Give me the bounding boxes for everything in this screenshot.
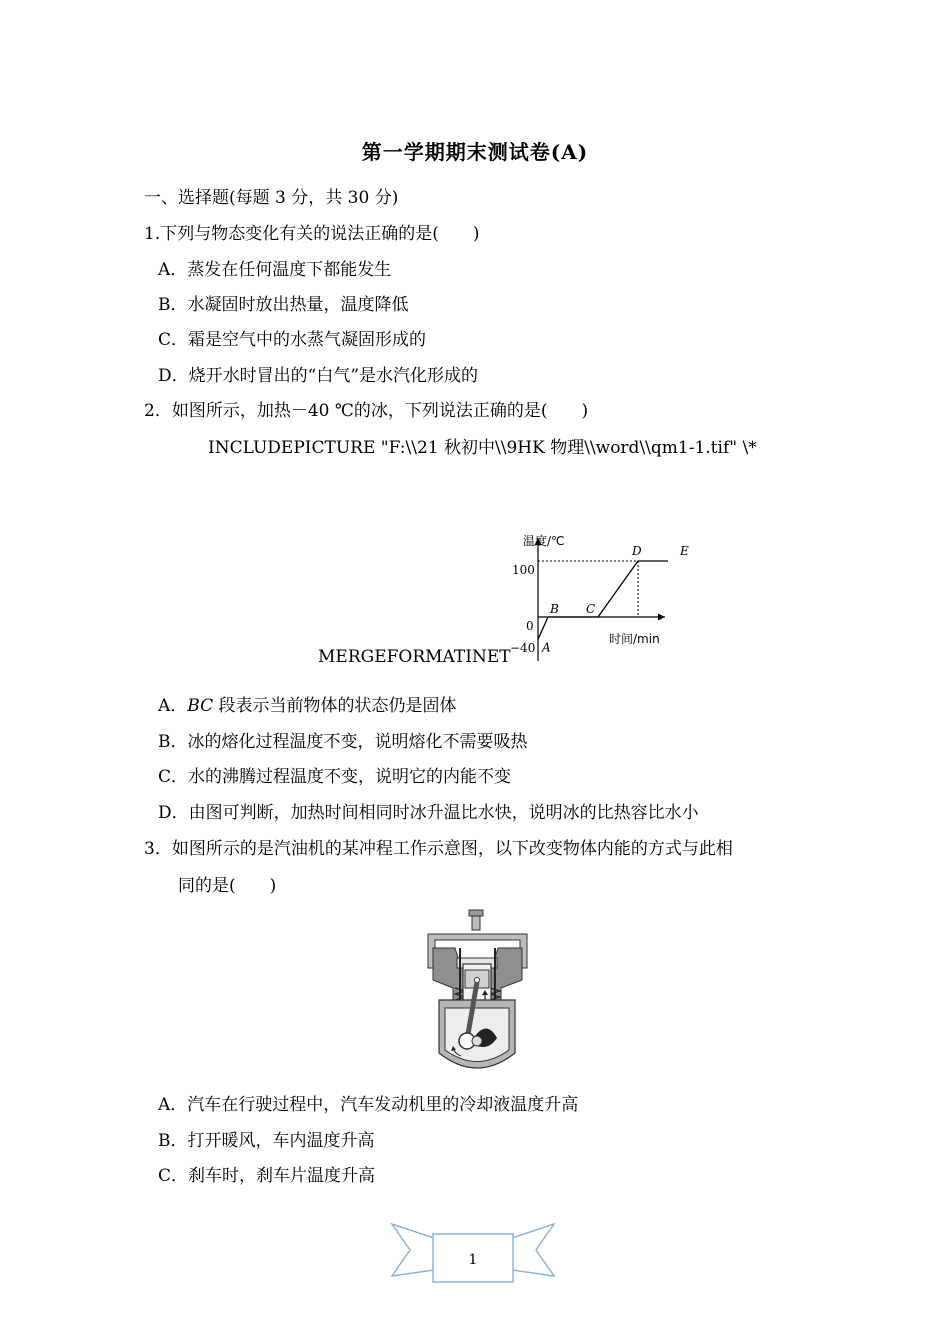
question-1-option-d: D．烧开水时冒出的“白气”是水汽化形成的	[158, 366, 479, 386]
gasoline-engine-diagram	[425, 908, 530, 1076]
question-2-option-a	[158, 694, 457, 718]
question-3-option-c: C．刹车时，刹车片温度升高	[158, 1166, 376, 1186]
question-2-option-b: B．冰的熔化过程温度不变，说明熔化不需要吸热	[158, 732, 528, 752]
question-3-stem-line1: 3．如图所示的是汽油机的某冲程工作示意图，以下改变物体内能的方式与此相	[144, 839, 733, 859]
chart-svg	[505, 528, 689, 668]
option-a-prefix: A．	[158, 696, 188, 716]
question-2-option-c: C．水的沸腾过程温度不变，说明它的内能不变	[158, 767, 512, 787]
engine-svg	[425, 908, 530, 1076]
chart-point-label-e: E	[680, 544, 689, 558]
option-a-rest: 段表示当前物体的状态仍是固体	[213, 696, 457, 716]
chart-ytick-minus40: −40	[510, 641, 536, 655]
section-heading: 一、选择题(每题 3 分，共 30 分)	[144, 188, 399, 208]
temperature-time-chart	[505, 528, 689, 668]
page-number: 1	[468, 1252, 478, 1268]
chart-ylabel: 温度/℃	[523, 534, 565, 548]
chart-point-label-b: B	[550, 602, 559, 616]
question-1-stem: 1.下列与物态变化有关的说法正确的是( )	[144, 224, 480, 244]
question-2-option-d: D．由图可判断，加热时间相同时冰升温比水快，说明冰的比热容比水小	[158, 803, 699, 823]
chart-point-label-d: D	[632, 544, 642, 558]
question-3-stem-line2: 同的是( )	[178, 876, 277, 896]
chart-series-line	[538, 561, 668, 639]
field-code-includepicture: INCLUDEPICTURE "F:\\21 秋初中\\9HK 物理\\word\\qm1-1.tif" \*	[208, 438, 757, 458]
page-title: 第一学期期末测试卷(A)	[361, 140, 589, 164]
question-1-option-a: A．蒸发在任何温度下都能发生	[158, 260, 392, 280]
question-3-option-b: B．打开暖风，车内温度升高	[158, 1131, 375, 1151]
question-2-stem: 2．如图所示，加热－40 ℃的冰，下列说法正确的是( )	[144, 401, 589, 421]
chart-ytick-100: 100	[512, 563, 535, 577]
chart-ytick-0: 0	[526, 619, 534, 633]
question-1-option-c: C．霜是空气中的水蒸气凝固形成的	[158, 330, 427, 350]
field-code-mergeformat: MERGEFORMATINET	[318, 647, 511, 667]
question-1-option-b: B．水凝固时放出热量，温度降低	[158, 295, 409, 315]
chart-point-label-a: A	[542, 640, 551, 655]
chart-xlabel: 时间/min	[609, 632, 660, 646]
chart-point-label-c: C	[586, 602, 596, 616]
option-a-segment: BC	[187, 696, 214, 716]
question-3-option-a: A．汽车在行驶过程中，汽车发动机里的冷却液温度升高	[158, 1095, 579, 1115]
